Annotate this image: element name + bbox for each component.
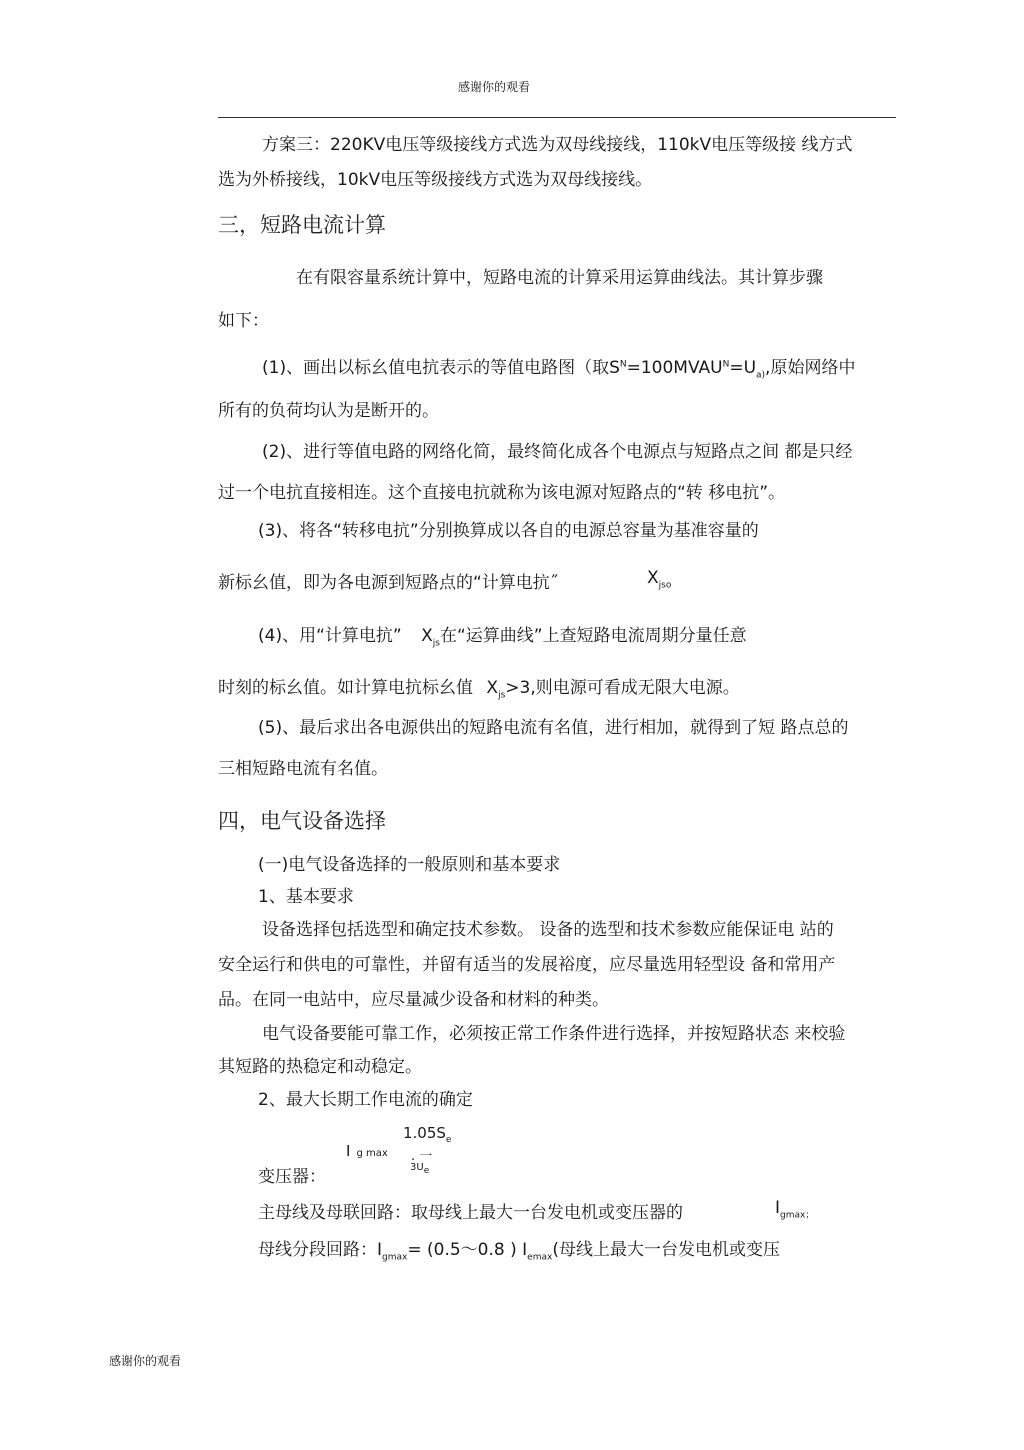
subscript: a) [756, 370, 766, 381]
text-run: 母线分段回路：I [258, 1240, 383, 1260]
paragraph-line: 新标幺值，即为各电源到短路点的“计算电抗˝ [218, 573, 559, 593]
subscript: gmax； [780, 1210, 815, 1221]
text-run: X [647, 568, 659, 588]
paragraph-line: 三相短路电流有名值。 [218, 759, 388, 779]
paragraph-line: 设备选择包括选型和确定技术参数。 设备的选型和技术参数应能保证电 站的 [262, 920, 834, 940]
subscript: jso [658, 580, 672, 591]
text-run: X [421, 626, 433, 646]
section-heading: 四，电气设备选择 [218, 809, 386, 833]
variable-igmax [775, 1198, 814, 1220]
paragraph-line: 其短路的热稳定和动稳定。 [218, 1057, 422, 1077]
text-run: 在“运算曲线”上查短路电流周期分量任意 [439, 626, 747, 646]
text-run: =U [729, 358, 757, 378]
paragraph-line: 1、基本要求 [258, 887, 354, 907]
paragraph-line: 方案三：220KV电压等级接线方式选为双母线接线，110kV电压等级接 线方式 [262, 135, 853, 155]
paragraph-line: 所有的负荷均认为是断开的。 [218, 401, 439, 421]
paragraph-line: (3)、将各“转移电抗”分别换算成以各自的电源总容量为基准容量的 [258, 521, 759, 541]
text-run: (1)、画出以标幺值电抗表示的等值电路图（取S [262, 358, 620, 378]
section-heading: 三，短路电流计算 [218, 213, 386, 237]
subscript: gmax [382, 1252, 408, 1263]
paragraph-line [258, 621, 747, 648]
text-run: X [486, 678, 499, 698]
paragraph-line: 品。在同一电站中，应尽量减少设备和材料的种类。 [218, 990, 609, 1010]
text-run: =100MVAU [626, 358, 723, 378]
paragraph-line: 2、最大长期工作电流的确定 [258, 1090, 473, 1110]
paragraph-line [218, 673, 740, 700]
text-run: 3U [410, 1162, 424, 1173]
paragraph-line [262, 353, 855, 380]
page-footer: 感谢你的观看 [109, 1354, 182, 1368]
paragraph-line: 主母线及母联回路：取母线上最大一台发电机或变压器的 [258, 1203, 683, 1223]
formula-denominator [410, 1162, 429, 1176]
paragraph-line: 变压器： [258, 1167, 326, 1187]
paragraph-line: 在有限容量系统计算中，短路电流的计算采用运算曲线法。其计算步骤 [296, 268, 823, 288]
header-rule [218, 117, 896, 118]
variable-xjs [647, 568, 671, 590]
paragraph-line [258, 1235, 780, 1262]
paragraph-line: 电气设备要能可靠工作，必须按正常工作条件进行选择，并按短路状态 来校验 [262, 1024, 846, 1044]
subscript: e [445, 1135, 452, 1145]
paragraph-line: 过一个电抗直接相连。这个直接电抗就称为该电源对短路点的“转 移电抗”。 [218, 483, 786, 503]
superscript: N [619, 359, 627, 370]
subscript: emax [527, 1252, 553, 1263]
paragraph-line: 安全运行和供电的可靠性，并留有适当的发展裕度，应尽量选用轻型设 备和常用产 [218, 955, 836, 975]
paragraph-line: 如下： [218, 311, 269, 331]
paragraph-line: (5)、最后求出各电源供出的短路电流有名值，进行相加，就得到了短 路点总的 [258, 718, 849, 738]
text-run: ,原始网络中 [765, 358, 856, 378]
paragraph-line: (2)、进行等值电路的网络化简，最终简化成各个电源点与短路点之间 都是只经 [262, 442, 853, 462]
paragraph-line: (一)电气设备选择的一般原则和基本要求 [258, 855, 561, 875]
text-run: 1.05S [403, 1124, 446, 1142]
subscript: js [498, 690, 506, 701]
formula-dot: . 一 [411, 1149, 433, 1164]
text-run: I [775, 1198, 781, 1218]
text-run: = (0.5～0.8 ) I [407, 1240, 528, 1260]
subscript: g max [356, 1148, 388, 1159]
text-run: >3,则电源可看成无限大电源。 [505, 678, 740, 698]
superscript: N [722, 359, 730, 370]
page-header: 感谢你的观看 [458, 80, 531, 94]
subscript: e [423, 1166, 430, 1176]
text-run: (4)、用“计算电抗” [258, 626, 402, 646]
formula-numerator [403, 1124, 451, 1145]
text-run: I [346, 1142, 351, 1160]
formula-lhs [346, 1142, 388, 1160]
subscript: js [432, 638, 440, 649]
text-run: 时刻的标幺值。如计算电抗标幺值 [218, 678, 473, 698]
text-run: (母线上最大一台发电机或变压 [552, 1240, 780, 1260]
paragraph-line: 选为外桥接线，10kV电压等级接线方式选为双母线接线。 [218, 170, 653, 190]
